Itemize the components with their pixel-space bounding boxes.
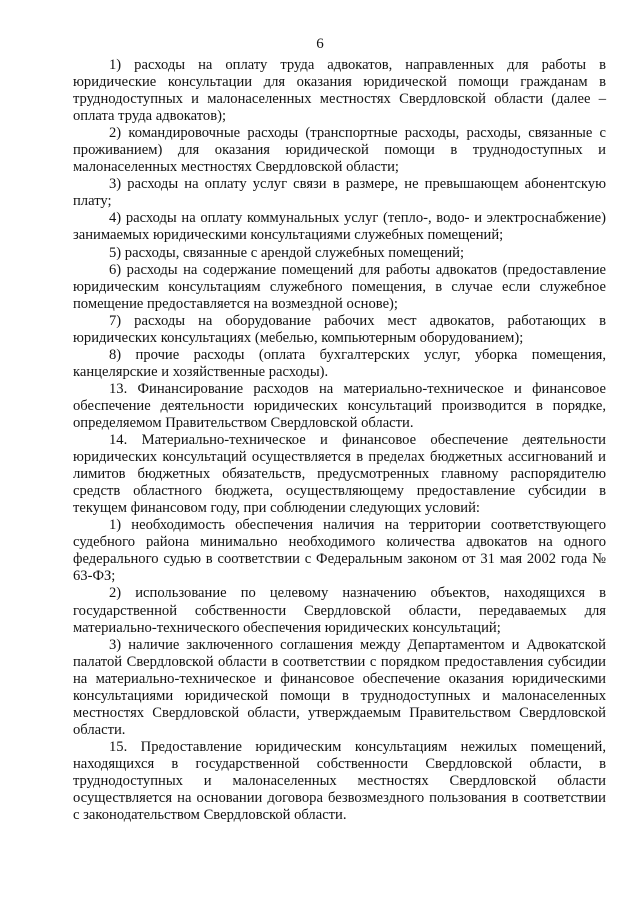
paragraph-expense-5: 5) расходы, связанные с арендой служебных помещений; xyxy=(109,244,465,261)
paragraph-expense-6: 6) расходы на содержание помещений для работы адвокатов (предоставление юридическим консультациям служебного помещения, в случае если служебное помещение предоставляется на возмездной основе); xyxy=(73,261,606,312)
paragraph-expense-8: 8) прочие расходы (оплата бухгалтерских услуг, уборка помещения, канцелярские и хозяйственные расходы). xyxy=(73,346,606,380)
paragraph-expense-4: 4) расходы на оплату коммунальных услуг (тепло-, водо- и электроснабжение) занимаемых юридическими консультациями служебных помещений; xyxy=(73,210,606,244)
paragraph-condition-2: 2) использование по целевому назначению объектов, находящихся в государственной собственности Свердловской области, передаваемых для материально-технического обеспечения юридических консультаций; xyxy=(73,585,606,636)
paragraph-section-15: 15. Предоставление юридическим консультациям нежилых помещений, находящихся в государственной собственности Свердловской области, в труднодоступных и малонаселенных местностях Свердловской области осуществляется на основании договора безвозмездного пользования в соответствии с законодательством Свердловской области. xyxy=(73,738,606,824)
paragraph-expense-2: 2) командировочные расходы (транспортные расходы, расходы, связанные с проживанием) для оказания юридической помощи в труднодоступных и малонаселенных местностях Свердловской области; xyxy=(73,125,606,176)
paragraph-condition-3: 3) наличие заключенного соглашения между Департаментом и Адвокатской палатой Свердловской области в соответствии с порядком предоставления субсидии на материально-техническое и финансовое обеспечение оказания юридическими консультациями юридической помощи в труднодоступных и малонаселенных местностях Свердловской области, утверждаемым Правительством Свердловской области. xyxy=(73,636,606,738)
paragraph-expense-1: 1) расходы на оплату труда адвокатов, направленных для работы в юридические консультации для оказания юридической помощи гражданам в труднодоступных и малонаселенных местностях Свердловской области (далее – оплата труда адвокатов); xyxy=(73,57,606,125)
paragraph-section-13: 13. Финансирование расходов на материально-техническое и финансовое обеспечение деятельности юридических консультаций производится в порядке, определяемом Правительством Свердловской области. xyxy=(73,380,606,431)
page-number: 6 xyxy=(316,36,324,52)
paragraph-expense-7: 7) расходы на оборудование рабочих мест адвокатов, работающих в юридических консультациях (мебелью, компьютерным оборудованием); xyxy=(73,312,606,346)
paragraph-section-14: 14. Материально-техническое и финансовое обеспечение деятельности юридических консультаций осуществляется в пределах бюджетных ассигнований и лимитов бюджетных обязательств, предусмотренных главному распорядителю средств областного бюджета, осуществляющему предоставление субсидии в текущем финансовом году, при соблюдении следующих условий: xyxy=(73,432,606,517)
paragraph-condition-1: 1) необходимость обеспечения наличия на территории соответствующего судебного района минимально необходимого количества адвокатов на одного федерального судью в соответствии с Федеральным законом от 31 мая 2002 года № 63-ФЗ; xyxy=(73,517,606,585)
document-body xyxy=(73,57,606,824)
paragraph-expense-3: 3) расходы на оплату услуг связи в размере, не превышающем абонентскую плату; xyxy=(73,176,606,210)
